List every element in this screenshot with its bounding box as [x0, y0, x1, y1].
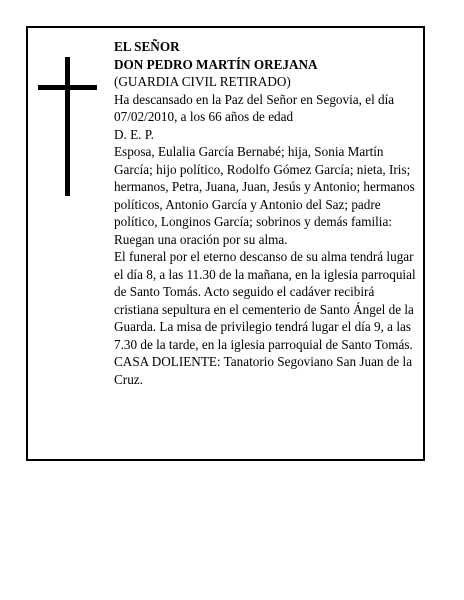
funeral-home: CASA DOLIENTE: Tanatorio Segoviano San Juan de la Cruz.: [114, 354, 413, 387]
title-line-1: EL SEÑOR: [114, 39, 180, 54]
funeral-details: El funeral por el eterno descanso de su alma tendrá lugar el día 8, a las 11.30 de la mañana, en la iglesia parroquial de Santo Tomás. Acto seguido el cadáver recibirá cristiana sepultura en el cementerio de Santo Ángel de la Guarda. La misa de privilegio tendrá lugar el día 9, a las 7.30 de la tarde, en la iglesia parroquial de Santo Tomás.: [114, 249, 416, 352]
cross-horizontal-bar: [38, 85, 97, 90]
title-line-2: DON PEDRO MARTÍN OREJANA: [114, 56, 318, 72]
obituary-text: [114, 38, 422, 388]
death-announcement: Ha descansado en la Paz del Señor en Segovia, el día 07/02/2010, a los 66 años de edad: [114, 91, 395, 124]
subtitle: (GUARDIA CIVIL RETIRADO): [114, 74, 291, 89]
prayer-request: Ruegan una oración por su alma.: [114, 231, 288, 247]
rip: D. E. P.: [114, 126, 154, 142]
cross-vertical-bar: [65, 57, 70, 196]
family-list: Esposa, Eulalia García Bernabé; hija, Sonia Martín García; hijo político, Rodolfo Gómez García; nieta, Iris; hermanos, Petra, Juana, Juan, Jesús y Antonio; hermanos políticos, Antonio García y Antonio del Saz; padre político, Longinos García; sobrinos y demás familia:: [114, 144, 415, 229]
